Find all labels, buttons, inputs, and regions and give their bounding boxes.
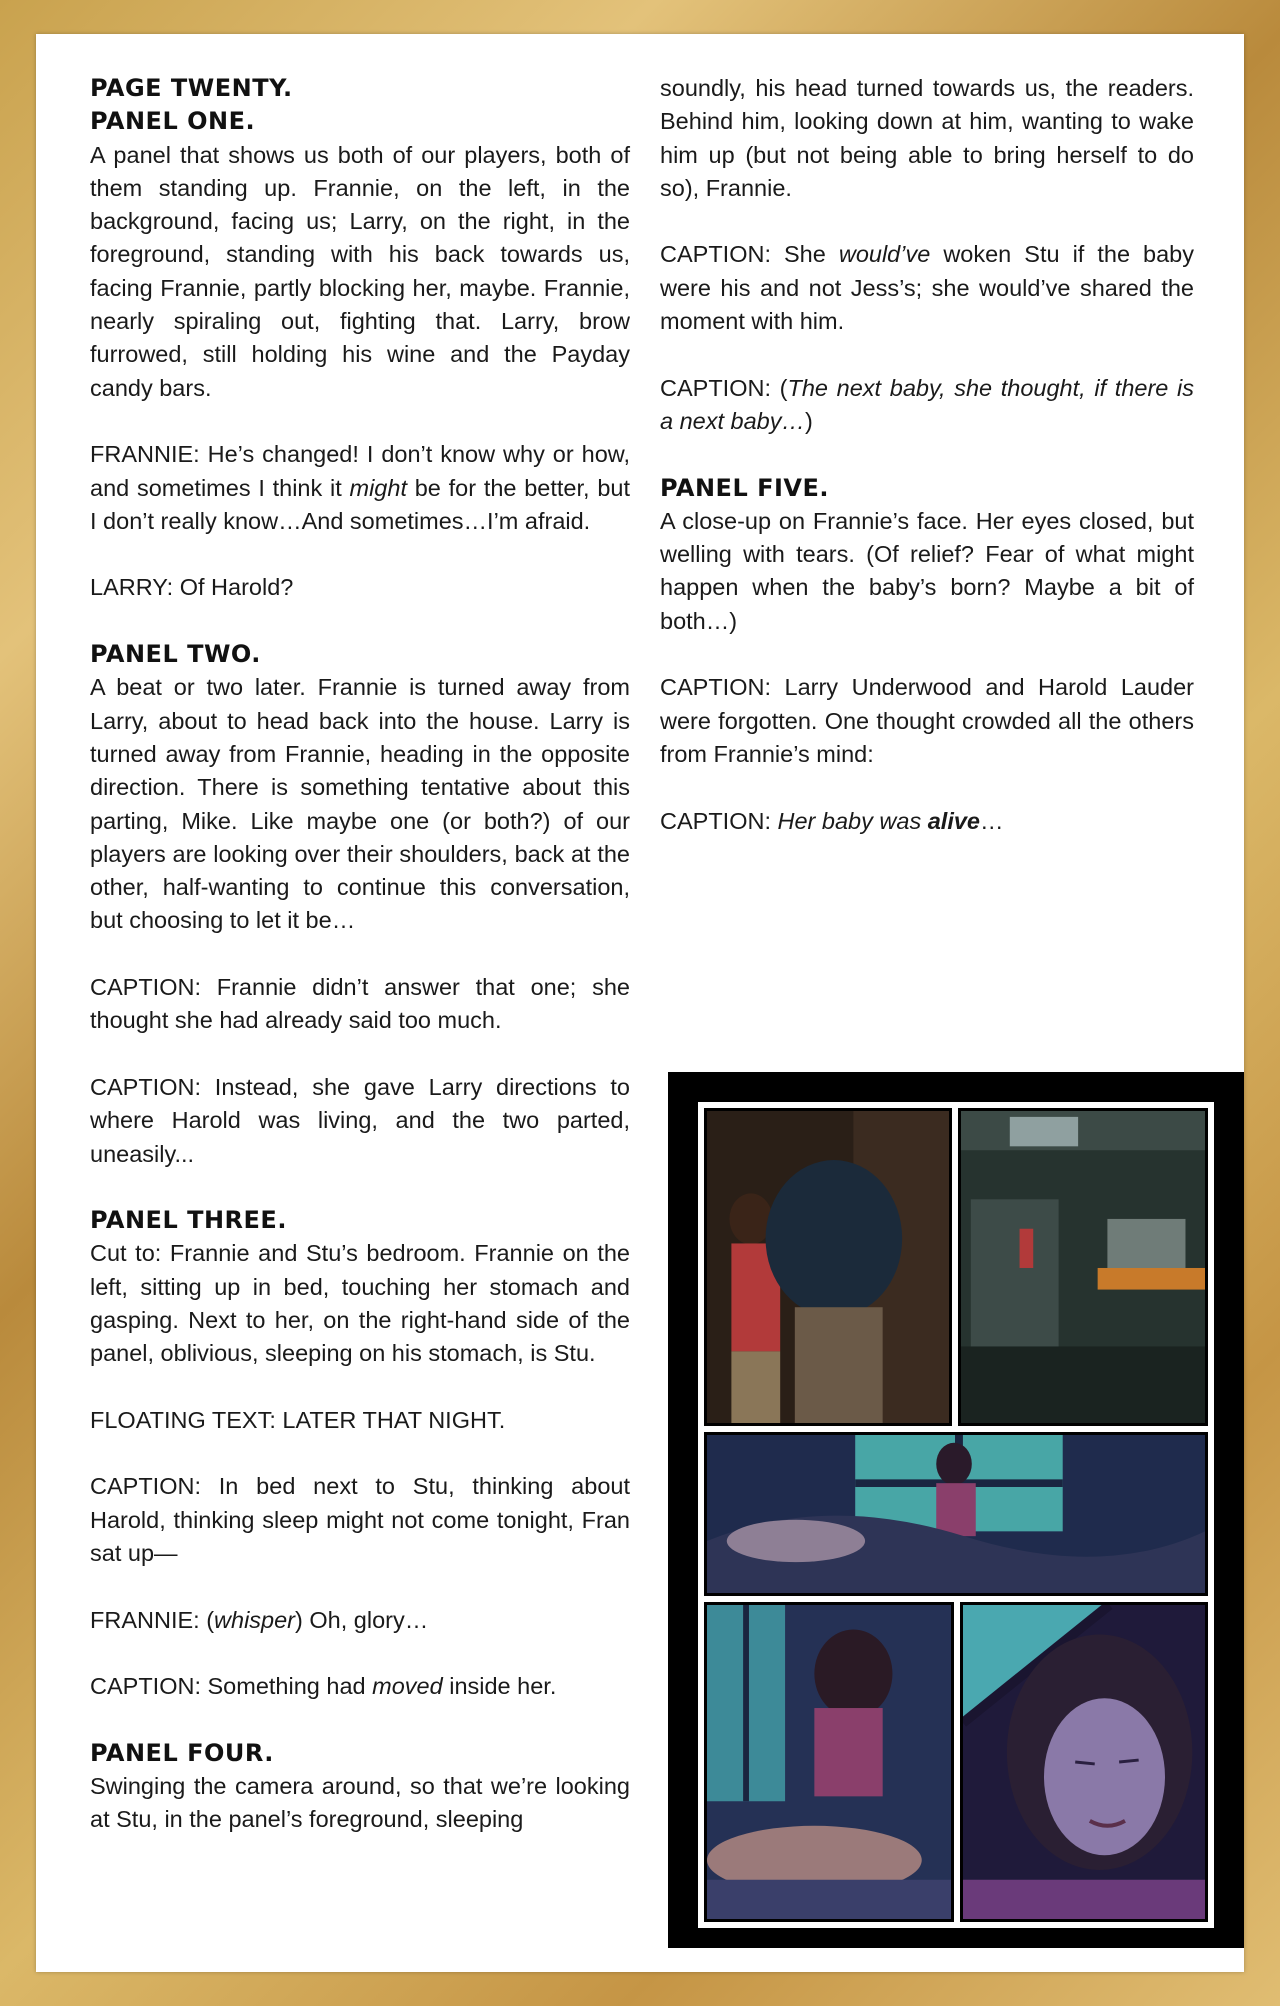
panel-four-caption-1: CAPTION: She would’ve woken Stu if the baby were his and not Jess’s; she would’ve shared the moment with him. [660, 241, 1194, 335]
art-panel-1 [704, 1108, 952, 1426]
panel-three-caption-2: CAPTION: Something had moved inside her. [90, 1673, 557, 1700]
larry-dialogue: LARRY: Of Harold? [90, 574, 294, 601]
page-heading: PAGE TWENTY. [90, 74, 293, 102]
floating-text: FLOATING TEXT: LATER THAT NIGHT. [90, 1406, 506, 1433]
panel-three-heading: PANEL THREE. [90, 1206, 287, 1235]
panel-three-caption-1: CAPTION: In bed next to Stu, thinking about Harold, thinking sleep might not come tonight, Fran sat up— [90, 1473, 630, 1567]
art-panel-5 [960, 1602, 1208, 1922]
panel-five-heading: PANEL FIVE. [660, 473, 829, 502]
art-panel-4 [704, 1602, 954, 1922]
panel-one-heading: PANEL ONE. [90, 107, 256, 136]
panel-five-description: A close-up on Frannie’s face. Her eyes closed, but welling with tears. (Of relief? Fear of what might happen when the baby’s born? Maybe a bit of both…) [660, 507, 1194, 634]
panel-four-caption-2: CAPTION: (The next baby, she thought, if there is a next baby…) [660, 374, 1195, 434]
comic-page-artwork [668, 1072, 1244, 1948]
right-column [660, 72, 1194, 871]
panel-four-heading: PANEL FOUR. [90, 1738, 274, 1767]
art-panel-3 [704, 1432, 1208, 1596]
panel-one-description: A panel that shows us both of our players, both of them standing up. Frannie, on the left, in the background, facing us; Larry, on the right, in the foreground, standing with his back towards us, facing Frannie, partly blocking her, maybe. Frannie, nearly spiraling out, fighting that. Larry, brow furrowed, still holding his wine and the Payday candy bars. [90, 141, 630, 401]
panel-two-caption-1: CAPTION: Frannie didn’t answer that one; she thought she had already said too much. [90, 974, 630, 1034]
panel-two-description: A beat or two later. Frannie is turned away from Larry, about to head back into the house. Larry is turned away from Frannie, heading in the opposite direction. There is something tentative about this parting, Mike. Like maybe one (or both?) of our players are looking over their shoulders, back at the other, half-wanting to continue this conversation, but choosing to let it be… [90, 674, 630, 934]
comic-page-frame [698, 1102, 1214, 1928]
panel-four-description-cont: soundly, his head turned towards us, the readers. Behind him, looking down at him, wanting to wake him up (but not being able to bring herself to do so), Frannie. [660, 75, 1194, 201]
frannie-dialogue-1: FRANNIE: He’s changed! I don’t know why or how, and sometimes I think it might be for the better, but I don’t really know…And sometimes…I’m afraid. [90, 441, 630, 534]
left-column [90, 72, 630, 1837]
script-page [36, 34, 1244, 1972]
panel-three-description: Cut to: Frannie and Stu’s bedroom. Frannie on the left, sitting up in bed, touching her stomach and gasping. Next to her, on the right-hand side of the panel, oblivious, sleeping on his stomach, is Stu. [90, 1240, 630, 1367]
panel-five-caption-2: CAPTION: Her baby was alive… [660, 807, 1004, 834]
panel-four-description-start: Swinging the camera around, so that we’re looking at Stu, in the panel’s foreground, sleeping [90, 1773, 630, 1833]
panel-two-heading: PANEL TWO. [90, 640, 261, 669]
panel-five-caption-1: CAPTION: Larry Underwood and Harold Lauder were forgotten. One thought crowded all the others from Frannie’s mind: [660, 674, 1194, 767]
art-panel-2 [958, 1108, 1208, 1426]
panel-two-caption-2: CAPTION: Instead, she gave Larry directions to where Harold was living, and the two parted, uneasily... [90, 1073, 630, 1167]
frannie-dialogue-2: FRANNIE: (whisper) Oh, glory… [90, 1606, 429, 1633]
